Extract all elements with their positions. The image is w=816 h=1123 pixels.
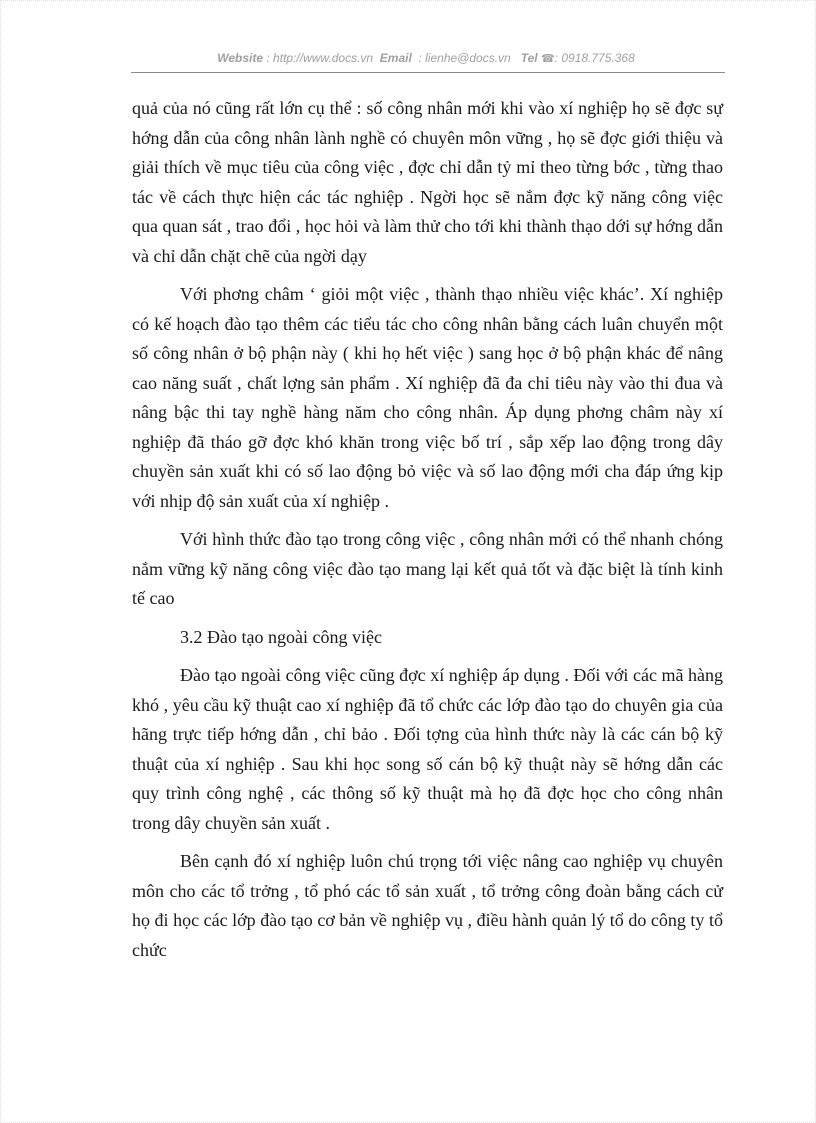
paragraph: quả của nó cũng rất lớn cụ thể : số công nhân mới khi vào xí nghiệp họ sẽ đợc sự hớng dẫn của công nhân lành nghề có chuyên môn vững , họ sẽ đợc giới thiệu và giải thích về mục tiêu của công việc , đợc chỉ dẫn tỷ mỉ theo từng bớc , từng thao tác về cách thực hiện các tác nghiệp . Ngời học sẽ nắm đợc kỹ năng công việc qua quan sát , trao đổi , học hỏi và làm thử cho tới khi thành thạo dới sự hớng dẫn và chỉ dẫn chặt chẽ của ngời dạy bbox=[132, 98, 723, 266]
paragraph: Bên cạnh đó xí nghiệp luôn chú trọng tới việc nâng cao nghiệp vụ chuyên môn cho các tổ trởng , tổ phó các tổ sản xuất , tổ trởng công đoàn bằng cách cử họ đi học các lớp đào tạo cơ bản về nghiệp vụ , điều hành quản lý tổ do công ty tổ chức bbox=[132, 851, 723, 960]
section-heading: 3.2 Đào tạo ngoài công việc bbox=[180, 626, 382, 647]
website-label: Website bbox=[217, 51, 264, 65]
paragraph: Đào tạo ngoài công việc cũng đợc xí nghiệp áp dụng . Đối với các mã hàng khó , yêu cầu kỹ thuật cao xí nghiệp đã tổ chức các lớp đào tạo do chuyên gia của hãng trực tiếp hớng dẫn , chỉ bảo . Đối tợng của hình thức này là các cán bộ kỹ thuật của xí nghiệp . Sau khi học song số cán bộ kỹ thuật này sẽ hớng dẫn các quy trình công nghệ , các thông số kỹ thuật mà họ đã đợc học cho công nhân trong dây chuyền sản xuất . bbox=[132, 665, 723, 833]
phone-icon: ☎ bbox=[540, 53, 555, 65]
tel-label: Tel bbox=[520, 51, 538, 65]
website-url: : http://www.docs.vn bbox=[266, 51, 374, 65]
paragraph: Với phơng châm ‘ giỏi một việc , thành thạo nhiều việc khác’. Xí nghiệp có kế hoạch đào tạo thêm các tiểu tác cho công nhân bằng cách luân chuyển một số công nhân ở bộ phận này ( khi họ hết việc ) sang học ở bộ phận khác để nâng cao năng suất , chất lợng sản phẩm . Xí nghiệp đã đa chỉ tiêu này vào thi đua và nâng bậc thi tay nghề hàng năm cho công nhân. Áp dụng phơng châm này xí nghiệp đã tháo gỡ đợc khó khăn trong việc bố trí , sắp xếp lao động trong dây chuyền sản xuất khi có số lao động bỏ việc và số lao động mới cha đáp ứng kịp với nhịp độ sản xuất của xí nghiệp . bbox=[132, 284, 723, 511]
tel-number: : 0918.775.368 bbox=[554, 51, 635, 65]
page-header bbox=[131, 51, 721, 65]
email-address: : lienhe@docs.vn bbox=[418, 51, 511, 65]
header-divider bbox=[131, 72, 725, 73]
email-label: Email bbox=[379, 51, 412, 65]
document-body bbox=[132, 94, 723, 974]
paragraph: Với hình thức đào tạo trong công việc , công nhân mới có thể nhanh chóng nắm vững kỹ năng công việc đào tạo mang lại kết quả tốt và đặc biệt là tính kinh tế cao bbox=[132, 529, 723, 608]
